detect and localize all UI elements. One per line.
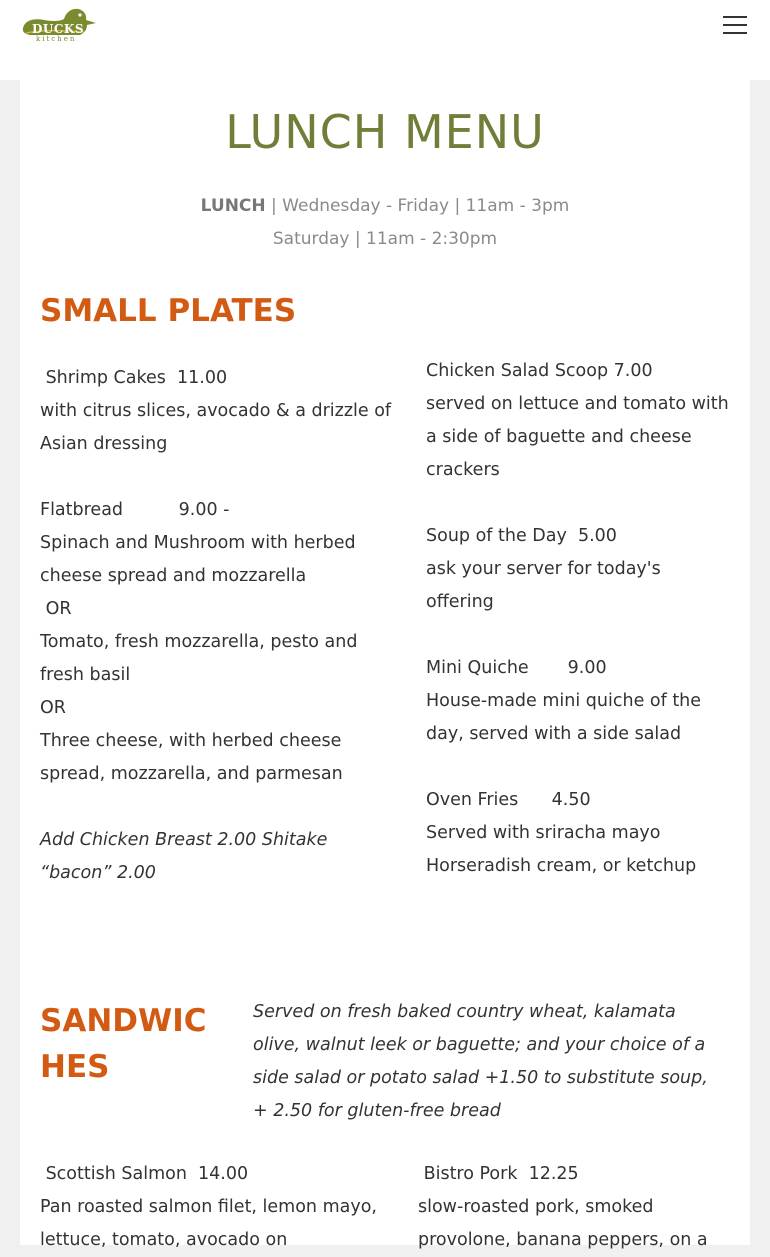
small-plates-heading: SMALL PLATES [40, 293, 297, 329]
page-title: LUNCH MENU [225, 105, 545, 159]
menu-card [20, 80, 750, 1250]
menu-item-description: Tomato, fresh mozzarella, pesto and fresh basil [40, 632, 364, 685]
menu-item-title: Oven Fries 4.50 [426, 790, 591, 810]
sandwiches-description: Served on fresh baked country wheat, kalamata olive, walnut leek or baguette; and your choice of a side salad or potato salad +1.50 to substitute soup, + 2.50 for gluten-free bread [253, 1002, 708, 1121]
sandwiches-heading: SANDWICHES [40, 1003, 207, 1085]
menu-item-title: Bistro Pork 12.25 [418, 1164, 579, 1184]
logo-title: DUCKS [32, 22, 85, 36]
small-plates-right-column [426, 355, 735, 883]
hours-label: LUNCH [200, 196, 266, 216]
menu-item-description: Spinach and Mushroom with herbed cheese spread and mozzarella [40, 533, 362, 586]
menu-item-or: OR [40, 698, 66, 718]
menu-item-title: Soup of the Day 5.00 [426, 526, 617, 546]
logo-subtitle: kitchen [36, 35, 77, 43]
menu-item-description: with citrus slices, avocado & a drizzle of Asian dressing [40, 401, 397, 454]
spacer [40, 461, 400, 494]
menu-item-description: Pan roasted salmon filet, lemon mayo, lettuce, tomato, avocado on [40, 1197, 383, 1250]
lunch-hours [20, 190, 750, 223]
menu-item-description: Three cheese, with herbed cheese spread, mozzarella, and parmesan [40, 731, 347, 784]
menu-item-title: Chicken Salad Scoop 7.00 [426, 361, 653, 381]
menu-item-title: Mini Quiche 9.00 [426, 658, 607, 678]
menu-item-description: served on lettuce and tomato with a side of baguette and cheese crackers [426, 394, 735, 480]
small-plates-left-column [40, 362, 400, 890]
spacer [426, 751, 732, 784]
hamburger-icon[interactable] [722, 14, 748, 36]
spacer [426, 619, 732, 652]
menu-item-title: Scottish Salmon 14.00 [40, 1164, 249, 1184]
menu-item-or: OR [40, 599, 72, 619]
hours-weekday: | Wednesday - Friday | 11am - 3pm [265, 196, 570, 216]
spacer [426, 487, 732, 520]
sandwiches-right-column [418, 1158, 718, 1257]
hours-saturday: Saturday | 11am - 2:30pm [272, 229, 498, 249]
menu-item-description: Horseradish cream, or ketchup [426, 856, 697, 876]
menu-item-description: slow-roasted pork, smoked provolone, banana peppers, on a [418, 1197, 708, 1250]
sandwiches-left-column [40, 1158, 383, 1257]
menu-item-title: Shrimp Cakes 11.00 [40, 368, 228, 388]
add-on-note: Add Chicken Breast 2.00 Shitake “bacon” 2.00 [40, 830, 333, 883]
menu-item-description: Served with sriracha mayo [426, 823, 661, 843]
menu-item-title: Flatbread 9.00 - [40, 500, 230, 520]
menu-item-description: ask your server for today's offering [426, 559, 667, 612]
site-header [0, 0, 770, 80]
spacer [40, 791, 400, 824]
menu-item-description: House-made mini quiche of the day, served with a side salad [426, 691, 707, 744]
site-logo[interactable] [20, 6, 106, 46]
